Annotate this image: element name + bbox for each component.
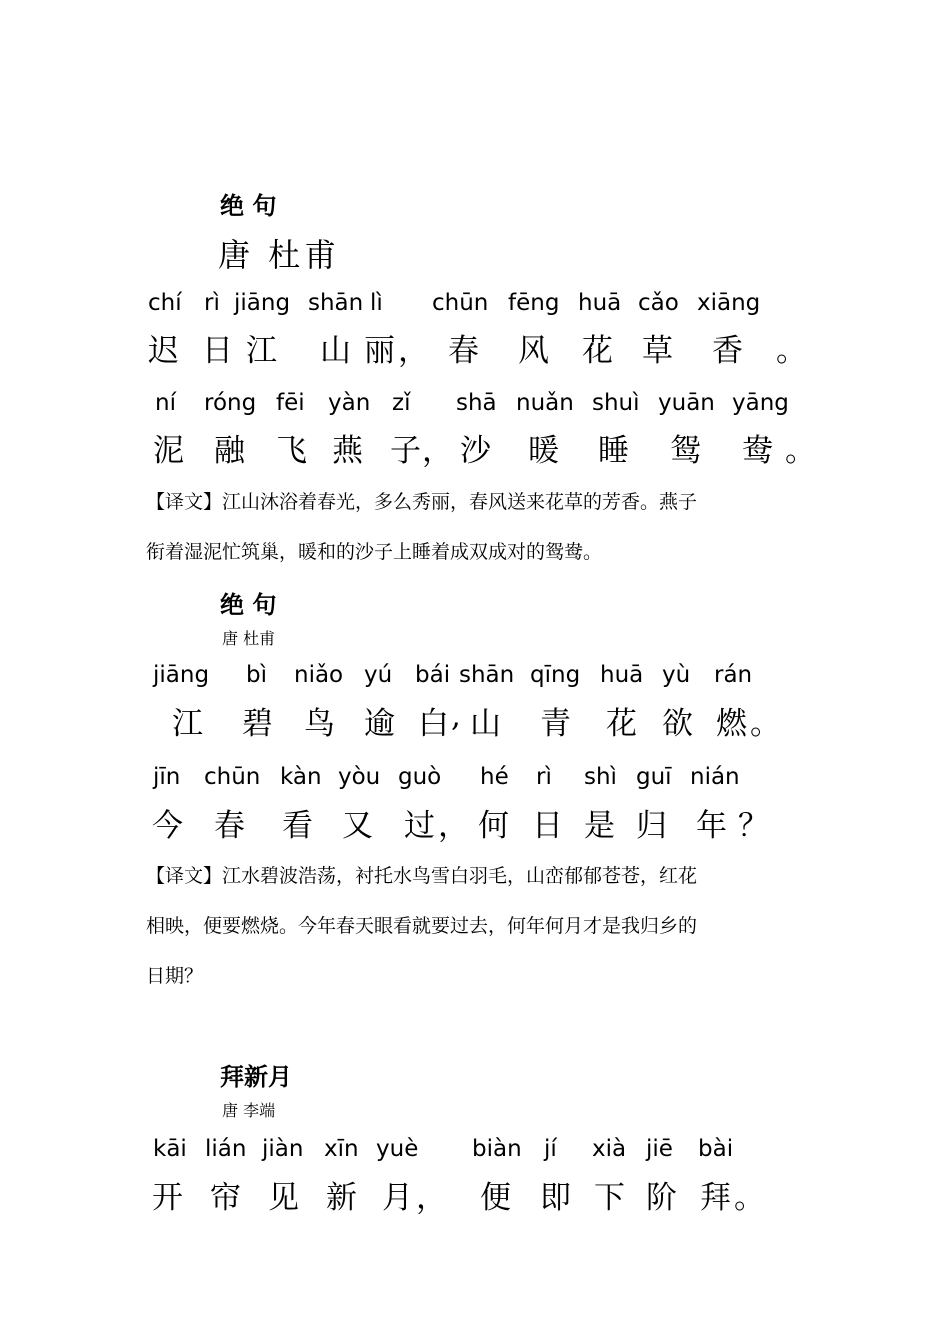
- hanzi-punct: ,: [451, 698, 461, 734]
- hanzi-char: 见: [268, 1180, 299, 1216]
- translation-line: 相映，便要燃烧。今年春天眼看就要过去，何年何月才是我归乡的: [146, 915, 698, 937]
- pinyin-syllable: hé: [480, 764, 509, 790]
- pinyin-syllable: fēng: [508, 290, 560, 316]
- pinyin-syllable: shān: [459, 662, 515, 688]
- pinyin-syllable: qīng: [530, 662, 581, 688]
- pinyin-syllable: yòu: [338, 764, 381, 790]
- hanzi-char: 鸯: [742, 433, 773, 469]
- hanzi-char: 花: [606, 706, 637, 742]
- hanzi-char: 草: [642, 333, 673, 369]
- hanzi-char: 泥: [153, 433, 184, 469]
- hanzi-char: 即: [540, 1180, 571, 1216]
- hanzi-char: 鸳: [670, 433, 701, 469]
- pinyin-syllable: jí: [544, 1136, 557, 1162]
- pinyin-syllable: yú: [364, 662, 393, 688]
- hanzi-char: 沙: [460, 433, 491, 469]
- pinyin-syllable: jiāng: [153, 662, 210, 688]
- poem-author: 唐 杜甫: [222, 629, 276, 648]
- hanzi-char: 山: [470, 706, 501, 742]
- pinyin-syllable: yù: [662, 662, 691, 688]
- pinyin-syllable: shā: [456, 390, 497, 416]
- pinyin-syllable: guī: [636, 764, 672, 790]
- pinyin-syllable: yuè: [376, 1136, 419, 1162]
- pinyin-syllable: shì: [584, 764, 617, 790]
- hanzi-char: 帘: [210, 1180, 241, 1216]
- hanzi-char: 过: [404, 808, 435, 844]
- hanzi-char: 青: [540, 706, 571, 742]
- hanzi-punct: 。: [785, 433, 816, 469]
- hanzi-char: 日: [202, 333, 233, 369]
- pinyin-syllable: chí: [148, 290, 182, 316]
- hanzi-char: 睡: [598, 433, 629, 469]
- hanzi-punct: ，: [438, 808, 469, 844]
- hanzi-char: 融: [214, 433, 245, 469]
- pinyin-syllable: jiāng: [234, 290, 291, 316]
- pinyin-syllable: nián: [690, 764, 740, 790]
- hanzi-char: 新: [326, 1180, 357, 1216]
- hanzi-char: 江: [172, 706, 203, 742]
- hanzi-char: 丽: [364, 333, 395, 369]
- pinyin-syllable: xīn: [324, 1136, 359, 1162]
- pinyin-syllable: zǐ: [392, 390, 411, 416]
- hanzi-char: 碧: [242, 706, 273, 742]
- pinyin-syllable: ní: [155, 390, 176, 416]
- hanzi-char: 欲: [662, 706, 693, 742]
- pinyin-syllable: fēi: [276, 390, 305, 416]
- hanzi-char: 燃: [716, 706, 747, 742]
- poem-title: 绝 句: [220, 591, 277, 619]
- hanzi-char: 何: [478, 808, 509, 844]
- hanzi-char: 又: [342, 808, 373, 844]
- hanzi-char: 白: [418, 706, 449, 742]
- pinyin-syllable: shuì: [592, 390, 640, 416]
- hanzi-punct: 。: [750, 706, 781, 742]
- translation-line: 【译文】江水碧波浩荡，衬托水鸟雪白羽毛，山峦郁郁苍苍，红花: [146, 865, 698, 887]
- hanzi-char: 风: [518, 333, 549, 369]
- pinyin-syllable: nuǎn: [516, 390, 574, 416]
- pinyin-syllable: huā: [600, 662, 644, 688]
- pinyin-syllable: biàn: [472, 1136, 522, 1162]
- pinyin-syllable: lì: [370, 290, 383, 316]
- pinyin-syllable: kàn: [280, 764, 322, 790]
- hanzi-char: 鸟: [304, 706, 335, 742]
- hanzi-char: 看: [282, 808, 313, 844]
- pinyin-syllable: yāng: [732, 390, 789, 416]
- hanzi-char: 迟: [148, 333, 179, 369]
- translation-line: 【译文】江山沐浴着春光，多么秀丽，春风送来花草的芳香。燕子: [146, 491, 698, 513]
- pinyin-syllable: chūn: [204, 764, 261, 790]
- pinyin-syllable: yàn: [328, 390, 371, 416]
- pinyin-syllable: shān: [308, 290, 364, 316]
- hanzi-char: 子: [390, 433, 421, 469]
- hanzi-char: 春: [214, 808, 245, 844]
- hanzi-char: 今: [152, 808, 183, 844]
- hanzi-char: 年: [696, 808, 727, 844]
- hanzi-char: 拜: [700, 1180, 731, 1216]
- hanzi-char: 开: [152, 1180, 183, 1216]
- hanzi-char: 归: [636, 808, 667, 844]
- poem-author: 唐 李端: [222, 1101, 276, 1120]
- hanzi-char: 江: [246, 333, 277, 369]
- hanzi-char: 逾: [364, 706, 395, 742]
- hanzi-punct: ，: [422, 433, 453, 469]
- pinyin-syllable: kāi: [153, 1136, 187, 1162]
- hanzi-char: 暖: [528, 433, 559, 469]
- hanzi-char: 花: [582, 333, 613, 369]
- pinyin-syllable: xià: [592, 1136, 627, 1162]
- pinyin-syllable: huā: [578, 290, 622, 316]
- hanzi-char: 香: [712, 333, 743, 369]
- pinyin-syllable: lián: [205, 1136, 247, 1162]
- hanzi-char: 下: [594, 1180, 625, 1216]
- hanzi-punct: 。: [734, 1180, 765, 1216]
- pinyin-syllable: jiē: [646, 1136, 673, 1162]
- pinyin-syllable: bì: [246, 662, 267, 688]
- translation-line: 衔着湿泥忙筑巢，暖和的沙子上睡着成双成对的鸳鸯。: [146, 541, 603, 563]
- hanzi-char: 便: [480, 1180, 511, 1216]
- hanzi-char: 日: [532, 808, 563, 844]
- pinyin-syllable: rán: [714, 662, 753, 688]
- pinyin-syllable: cǎo: [638, 290, 679, 316]
- pinyin-syllable: bài: [698, 1136, 734, 1162]
- pinyin-syllable: bái: [415, 662, 451, 688]
- hanzi-char: 春: [448, 333, 479, 369]
- pinyin-syllable: jīn: [153, 764, 181, 790]
- poem-title: 绝 句: [220, 192, 277, 220]
- hanzi-punct: 。: [776, 333, 807, 369]
- hanzi-punct: ，: [416, 1180, 447, 1216]
- hanzi-char: 月: [382, 1180, 413, 1216]
- hanzi-char: 山: [320, 333, 351, 369]
- hanzi-char: 阶: [646, 1180, 677, 1216]
- pinyin-syllable: yuān: [658, 390, 715, 416]
- hanzi-char: 飞: [276, 433, 307, 469]
- hanzi-punct: ？: [738, 808, 769, 844]
- hanzi-punct: ，: [398, 333, 429, 369]
- translation-line: 日期？: [146, 965, 204, 987]
- pinyin-syllable: róng: [204, 390, 257, 416]
- pinyin-syllable: xiāng: [697, 290, 761, 316]
- hanzi-char: 燕: [332, 433, 363, 469]
- hanzi-char: 是: [584, 808, 615, 844]
- poem-author: 唐 杜甫: [218, 236, 341, 274]
- pinyin-syllable: chūn: [432, 290, 489, 316]
- pinyin-syllable: jiàn: [262, 1136, 304, 1162]
- pinyin-syllable: guò: [398, 764, 442, 790]
- poem-title: 拜新月: [220, 1063, 292, 1091]
- pinyin-syllable: rì: [204, 290, 220, 316]
- pinyin-syllable: rì: [536, 764, 552, 790]
- pinyin-syllable: niǎo: [294, 662, 344, 688]
